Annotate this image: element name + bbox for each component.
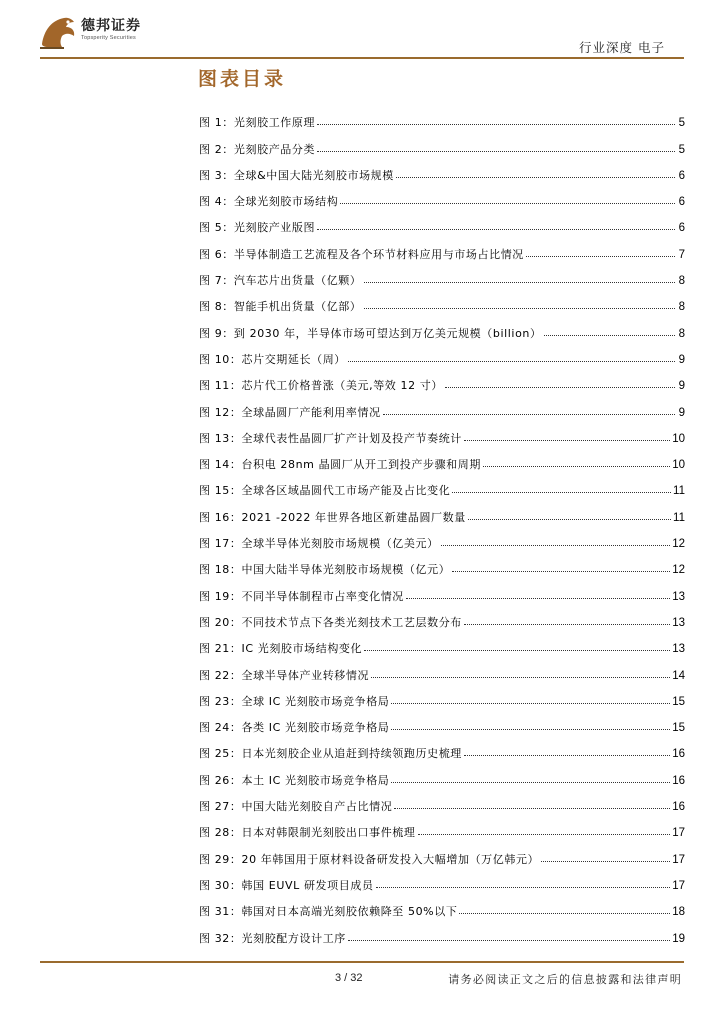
toc-entry-label[interactable]: 图 6：半导体制造工艺流程及各个环节材料应用与市场占比情况 — [199, 247, 524, 261]
toc-entry[interactable] — [199, 919, 685, 945]
toc-entry[interactable] — [199, 893, 685, 919]
toc-dot-leader — [445, 387, 675, 388]
toc-entry-label[interactable]: 图 21：IC 光刻胶市场结构变化 — [199, 642, 363, 656]
toc-entry[interactable] — [199, 183, 685, 209]
toc-dot-leader — [541, 861, 670, 862]
toc-entry[interactable] — [199, 235, 685, 261]
toc-entry[interactable] — [199, 130, 685, 156]
toc-entry-page[interactable]: 19 — [672, 932, 685, 945]
toc-entry-page[interactable]: 14 — [672, 669, 685, 682]
toc-entry-page[interactable]: 5 — [678, 117, 685, 130]
toc-dot-leader — [317, 124, 675, 125]
toc-entry[interactable] — [199, 867, 685, 893]
toc-entry-page[interactable]: 10 — [672, 459, 685, 472]
toc-entry-label[interactable]: 图 28：日本对韩限制光刻胶出口事件梳理 — [199, 826, 416, 840]
toc-entry-label[interactable]: 图 30：韩国 EUVL 研发项目成员 — [199, 878, 374, 892]
toc-entry[interactable] — [199, 840, 685, 866]
toc-entry-page[interactable]: 6 — [678, 222, 685, 235]
toc-entry-label[interactable]: 图 16：2021 -2022 年世界各地区新建晶圆厂数量 — [199, 510, 466, 524]
toc-entry-label[interactable]: 图 24：各类 IC 光刻胶市场竞争格局 — [199, 721, 390, 735]
toc-entry-label[interactable]: 图 13：全球代表性晶圆厂扩产计划及投产节奏统计 — [199, 431, 462, 445]
toc-entry[interactable] — [199, 472, 685, 498]
toc-entry-label[interactable]: 图 22：全球半导体产业转移情况 — [199, 668, 370, 682]
toc-entry[interactable] — [199, 788, 685, 814]
toc-entry-page[interactable]: 11 — [673, 485, 685, 498]
figure-toc-list — [199, 104, 685, 946]
toc-entry-page[interactable]: 18 — [672, 906, 685, 919]
toc-entry-page[interactable]: 17 — [672, 853, 685, 866]
toc-dot-leader — [364, 282, 676, 283]
toc-entry[interactable] — [199, 656, 685, 682]
toc-dot-leader — [464, 755, 670, 756]
toc-entry-page[interactable]: 12 — [672, 538, 685, 551]
toc-entry-page[interactable]: 8 — [678, 275, 685, 288]
toc-entry[interactable] — [199, 393, 685, 419]
toc-entry-page[interactable]: 13 — [672, 616, 685, 629]
toc-entry-page[interactable]: 16 — [672, 801, 685, 814]
toc-entry-label[interactable]: 图 15：全球各区域晶圆代工市场产能及占比变化 — [199, 484, 451, 498]
toc-entry-label[interactable]: 图 32：光刻胶配方设计工序 — [199, 931, 346, 945]
toc-entry-page[interactable]: 8 — [678, 301, 685, 314]
toc-entry-page[interactable]: 17 — [672, 827, 685, 840]
toc-entry-page[interactable]: 12 — [672, 564, 685, 577]
toc-entry-label[interactable]: 图 9：到 2030 年，半导体市场可望达到万亿美元规模（billion） — [199, 326, 542, 340]
brand-name-en: Topsperity Securities — [81, 35, 136, 41]
toc-dot-leader — [364, 308, 676, 309]
toc-entry-label[interactable]: 图 11：芯片代工价格普涨（美元,等效 12 寸） — [199, 379, 443, 393]
toc-entry-page[interactable]: 9 — [678, 406, 685, 419]
toc-entry[interactable] — [199, 288, 685, 314]
page-title: 图表目录 — [198, 68, 287, 90]
toc-entry[interactable] — [199, 814, 685, 840]
toc-entry[interactable] — [199, 735, 685, 761]
toc-entry[interactable] — [199, 630, 685, 656]
toc-entry-page[interactable]: 11 — [673, 511, 685, 524]
footer-divider — [40, 961, 684, 963]
toc-entry-page[interactable]: 15 — [672, 722, 685, 735]
toc-dot-leader — [483, 466, 670, 467]
toc-entry-label[interactable]: 图 10：芯片交期延长（周） — [199, 352, 346, 366]
toc-entry-label[interactable]: 图 25：日本光刻胶企业从追赶到持续领跑历史梳理 — [199, 747, 462, 761]
toc-dot-leader — [371, 677, 670, 678]
toc-dot-leader — [441, 545, 671, 546]
toc-entry[interactable] — [199, 262, 685, 288]
toc-entry-label[interactable]: 图 8：智能手机出货量（亿部） — [199, 300, 362, 314]
toc-entry-label[interactable]: 图 18：中国大陆半导体光刻胶市场规模（亿元） — [199, 563, 451, 577]
toc-entry-label[interactable]: 图 1：光刻胶工作原理 — [199, 116, 316, 130]
toc-dot-leader — [452, 571, 670, 572]
toc-entry-label[interactable]: 图 27：中国大陆光刻胶自产占比情况 — [199, 800, 393, 814]
toc-entry[interactable] — [199, 104, 685, 130]
toc-dot-leader — [391, 729, 670, 730]
toc-dot-leader — [340, 203, 675, 204]
toc-entry-label[interactable]: 图 3：全球&中国大陆光刻胶市场规模 — [199, 168, 394, 182]
toc-entry[interactable] — [199, 446, 685, 472]
page-number: 3 / 32 — [335, 972, 363, 984]
header-divider — [40, 57, 684, 59]
toc-entry-page[interactable]: 16 — [672, 748, 685, 761]
toc-entry[interactable] — [199, 420, 685, 446]
toc-dot-leader — [544, 335, 675, 336]
toc-dot-leader — [391, 703, 670, 704]
toc-entry-label[interactable]: 图 31：韩国对日本高端光刻胶依赖降至 50%以下 — [199, 905, 458, 919]
toc-dot-leader — [383, 414, 675, 415]
toc-entry[interactable] — [199, 604, 685, 630]
toc-entry[interactable] — [199, 341, 685, 367]
toc-entry[interactable] — [199, 709, 685, 735]
toc-entry[interactable] — [199, 367, 685, 393]
toc-dot-leader — [468, 519, 671, 520]
company-logo — [38, 12, 158, 52]
toc-entry-page[interactable]: 13 — [672, 590, 685, 603]
toc-entry[interactable] — [199, 498, 685, 524]
toc-entry-label[interactable]: 图 14：台积电 28nm 晶圆厂从开工到投产步骤和周期 — [199, 458, 481, 472]
toc-entry-page[interactable]: 5 — [678, 143, 685, 156]
toc-dot-leader — [348, 940, 670, 941]
toc-entry-label[interactable]: 图 26：本土 IC 光刻胶市场竞争格局 — [199, 773, 390, 787]
toc-dot-leader — [526, 256, 675, 257]
toc-entry[interactable] — [199, 683, 685, 709]
toc-entry[interactable] — [199, 209, 685, 235]
report-category: 行业深度 电子 — [579, 40, 665, 55]
toc-entry-label[interactable]: 图 7：汽车芯片出货量（亿颗） — [199, 274, 362, 288]
toc-entry-page[interactable]: 15 — [672, 695, 685, 708]
toc-entry-label[interactable]: 图 2：光刻胶产品分类 — [199, 142, 316, 156]
toc-entry-label[interactable]: 图 29：20 年韩国用于原材料设备研发投入大幅增加（万亿韩元） — [199, 852, 540, 866]
toc-entry-page[interactable]: 6 — [678, 196, 685, 209]
toc-dot-leader — [464, 440, 670, 441]
toc-entry-page[interactable]: 13 — [672, 643, 685, 656]
toc-dot-leader — [317, 151, 675, 152]
toc-entry-page[interactable]: 16 — [672, 774, 685, 787]
toc-entry-page[interactable]: 8 — [678, 327, 685, 340]
toc-dot-leader — [364, 650, 670, 651]
toc-entry-label[interactable]: 图 12：全球晶圆厂产能利用率情况 — [199, 405, 381, 419]
toc-dot-leader — [459, 913, 670, 914]
company-logo-mark-icon — [38, 14, 78, 50]
toc-entry-label[interactable]: 图 17：全球半导体光刻胶市场规模（亿美元） — [199, 537, 439, 551]
toc-entry-label[interactable]: 图 20：不同技术节点下各类光刻技术工艺层数分布 — [199, 615, 462, 629]
toc-dot-leader — [452, 492, 671, 493]
toc-entry-label[interactable]: 图 5：光刻胶产业版图 — [199, 221, 316, 235]
toc-entry-page[interactable]: 10 — [672, 432, 685, 445]
toc-dot-leader — [317, 229, 675, 230]
toc-entry[interactable] — [199, 157, 685, 183]
toc-entry-label[interactable]: 图 19：不同半导体制程市占率变化情况 — [199, 589, 404, 603]
toc-entry-page[interactable]: 9 — [678, 353, 685, 366]
legal-disclaimer: 请务必阅读正文之后的信息披露和法律声明 — [448, 973, 682, 986]
toc-entry-page[interactable]: 17 — [672, 879, 685, 892]
toc-entry-page[interactable]: 6 — [678, 169, 685, 182]
toc-dot-leader — [464, 624, 670, 625]
toc-entry[interactable] — [199, 525, 685, 551]
toc-entry[interactable] — [199, 761, 685, 787]
brand-name-cn: 德邦证券 — [81, 18, 141, 34]
toc-dot-leader — [376, 887, 671, 888]
toc-dot-leader — [396, 177, 675, 178]
toc-entry-label[interactable]: 图 23：全球 IC 光刻胶市场竞争格局 — [199, 694, 390, 708]
toc-dot-leader — [394, 808, 670, 809]
toc-dot-leader — [391, 782, 670, 783]
toc-entry[interactable] — [199, 577, 685, 603]
toc-dot-leader — [348, 361, 675, 362]
toc-entry-page[interactable]: 9 — [678, 380, 685, 393]
toc-entry-page[interactable]: 7 — [678, 248, 685, 261]
toc-entry[interactable] — [199, 314, 685, 340]
toc-entry[interactable] — [199, 551, 685, 577]
toc-entry-label[interactable]: 图 4：全球光刻胶市场结构 — [199, 195, 339, 209]
toc-dot-leader — [406, 598, 670, 599]
toc-dot-leader — [418, 834, 671, 835]
